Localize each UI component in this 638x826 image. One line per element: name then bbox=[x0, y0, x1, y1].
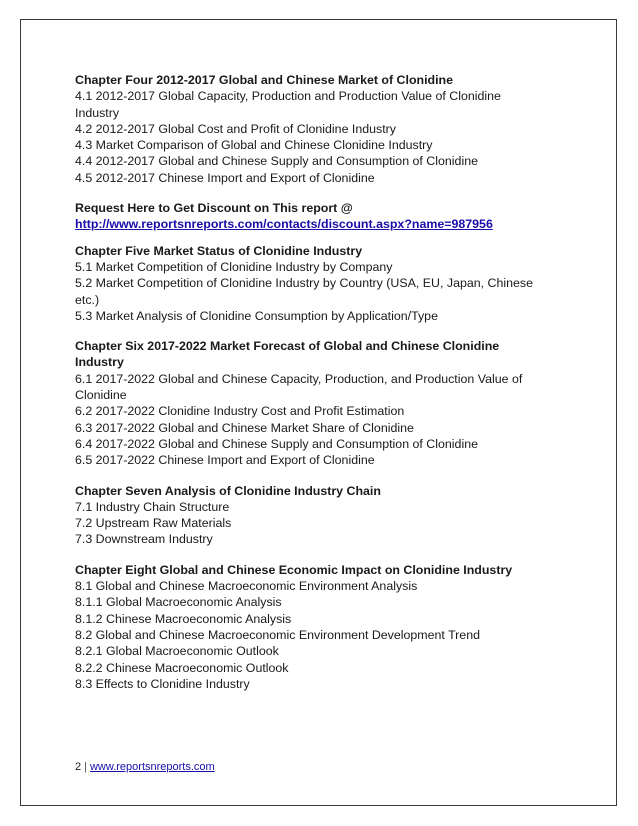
discount-request bbox=[75, 200, 565, 233]
list-item: 4.5 2012-2017 Chinese Import and Export of Clonidine bbox=[75, 170, 375, 185]
document-body bbox=[75, 72, 565, 706]
list-item: 8.1.1 Global Macroeconomic Analysis bbox=[75, 595, 282, 610]
list-item: 7.2 Upstream Raw Materials bbox=[75, 516, 232, 531]
chapter-six-heading-cont: Industry bbox=[75, 355, 124, 370]
list-item: 6.3 2017-2022 Global and Chinese Market Share of Clonidine bbox=[75, 420, 414, 435]
list-item: 5.3 Market Analysis of Clonidine Consumption by Application/Type bbox=[75, 308, 438, 323]
list-item: 6.5 2017-2022 Chinese Import and Export of Clonidine bbox=[75, 453, 375, 468]
list-item: 5.2 Market Competition of Clonidine Industry by Country (USA, EU, Japan, Chinese bbox=[75, 276, 533, 291]
list-item: 8.1.2 Chinese Macroeconomic Analysis bbox=[75, 611, 292, 626]
chapter-five bbox=[75, 243, 565, 324]
list-item: 7.1 Industry Chain Structure bbox=[75, 499, 230, 514]
list-item: 8.2.2 Chinese Macroeconomic Outlook bbox=[75, 660, 289, 675]
chapter-four-heading: Chapter Four 2012-2017 Global and Chinese Market of Clonidine bbox=[75, 73, 453, 87]
footer-site-link[interactable]: www.reportsnreports.com bbox=[89, 761, 215, 773]
chapter-five-heading: Chapter Five Market Status of Clonidine Industry bbox=[75, 243, 363, 258]
page-number: 2 bbox=[75, 761, 82, 773]
chapter-six bbox=[75, 338, 565, 468]
chapter-eight-heading: Chapter Eight Global and Chinese Economic Impact on Clonidine Industry bbox=[75, 562, 513, 577]
list-item: 4.2 2012-2017 Global Cost and Profit of Clonidine Industry bbox=[75, 121, 396, 136]
list-item: Industry bbox=[75, 105, 120, 120]
chapter-eight bbox=[75, 562, 565, 692]
page-footer bbox=[75, 760, 215, 774]
chapter-six-heading: Chapter Six 2017-2022 Market Forecast of Global and Chinese Clonidine bbox=[75, 339, 500, 354]
list-item: 4.1 2012-2017 Global Capacity, Production and Production Value of Clonidine bbox=[75, 89, 501, 104]
list-item: etc.) bbox=[75, 292, 100, 307]
list-item: 6.4 2017-2022 Global and Chinese Supply and Consumption of Clonidine bbox=[75, 436, 478, 451]
list-item: 8.2.1 Global Macroeconomic Outlook bbox=[75, 644, 279, 659]
list-item: 8.1 Global and Chinese Macroeconomic Environment Analysis bbox=[75, 579, 418, 594]
list-item: 4.3 Market Comparison of Global and Chinese Clonidine Industry bbox=[75, 138, 433, 153]
discount-link[interactable]: http://www.reportsnreports.com/contacts/discount.aspx?name=987956 bbox=[75, 217, 493, 232]
chapter-seven-heading: Chapter Seven Analysis of Clonidine Industry Chain bbox=[75, 483, 381, 498]
list-item: 8.3 Effects to Clonidine Industry bbox=[75, 676, 250, 691]
list-item: 6.2 2017-2022 Clonidine Industry Cost and Profit Estimation bbox=[75, 404, 405, 419]
list-item: 4.4 2012-2017 Global and Chinese Supply and Consumption of Clonidine bbox=[75, 154, 478, 169]
list-item: 7.3 Downstream Industry bbox=[75, 532, 213, 547]
chapter-four bbox=[75, 72, 565, 186]
list-item: 6.1 2017-2022 Global and Chinese Capacity, Production, and Production Value of bbox=[75, 371, 523, 386]
discount-request-title: Request Here to Get Discount on This report @ bbox=[75, 201, 353, 216]
list-item: 8.2 Global and Chinese Macroeconomic Environment Development Trend bbox=[75, 627, 480, 642]
footer-separator: | bbox=[84, 761, 87, 773]
list-item: Clonidine bbox=[75, 388, 127, 403]
list-item: 5.1 Market Competition of Clonidine Industry by Company bbox=[75, 259, 393, 274]
chapter-seven bbox=[75, 483, 565, 548]
